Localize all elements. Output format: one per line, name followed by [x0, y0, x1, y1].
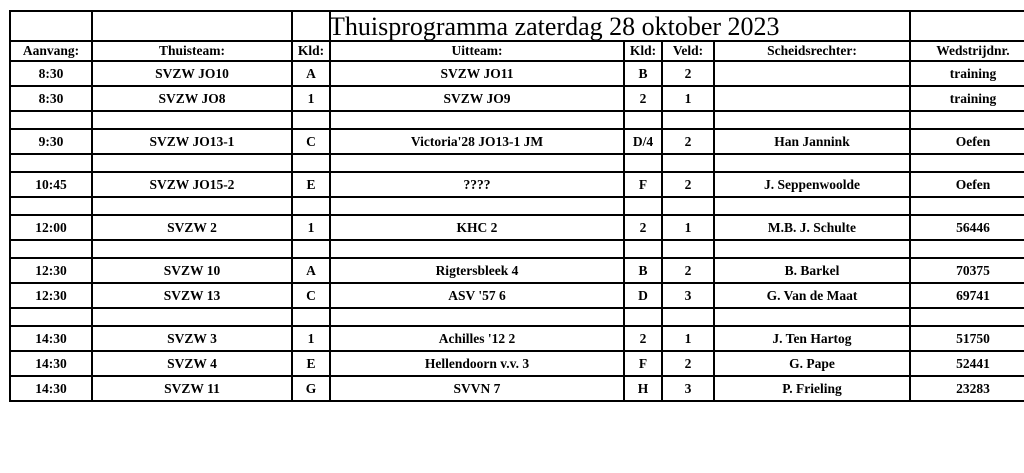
- spacer-cell: [330, 308, 624, 326]
- cell-wedstrijdnr: 69741: [910, 283, 1024, 308]
- cell-scheidsrechter: [714, 86, 910, 111]
- spacer-cell: [330, 111, 624, 129]
- cell-veld: 2: [662, 351, 714, 376]
- spacer-cell: [292, 240, 330, 258]
- table-row: [10, 351, 1024, 376]
- cell-aanvang: 14:30: [10, 351, 92, 376]
- header-wedstrijdnr: Wedstrijdnr.: [910, 41, 1024, 61]
- cell-aanvang: 8:30: [10, 61, 92, 86]
- cell-kld-home: C: [292, 283, 330, 308]
- cell-thuisteam: SVZW 2: [92, 215, 292, 240]
- spacer-cell: [662, 197, 714, 215]
- spacer-cell: [292, 197, 330, 215]
- spacer-row: [10, 240, 1024, 258]
- header-uitteam: Uitteam:: [330, 41, 624, 61]
- cell-uitteam: SVVN 7: [330, 376, 624, 401]
- cell-aanvang: 12:30: [10, 283, 92, 308]
- cell-scheidsrechter: J. Ten Hartog: [714, 326, 910, 351]
- cell-uitteam: KHC 2: [330, 215, 624, 240]
- spacer-cell: [624, 197, 662, 215]
- title-blank-cell: [92, 11, 292, 41]
- cell-veld: 3: [662, 376, 714, 401]
- cell-uitteam: Rigtersbleek 4: [330, 258, 624, 283]
- spacer-cell: [714, 240, 910, 258]
- spacer-cell: [662, 111, 714, 129]
- cell-kld-home: 1: [292, 86, 330, 111]
- cell-thuisteam: SVZW 3: [92, 326, 292, 351]
- header-veld: Veld:: [662, 41, 714, 61]
- header-aanvang: Aanvang:: [10, 41, 92, 61]
- cell-uitteam: Hellendoorn v.v. 3: [330, 351, 624, 376]
- cell-wedstrijdnr: 52441: [910, 351, 1024, 376]
- spacer-cell: [92, 308, 292, 326]
- cell-veld: 2: [662, 129, 714, 154]
- spacer-cell: [330, 197, 624, 215]
- cell-thuisteam: SVZW JO8: [92, 86, 292, 111]
- spacer-cell: [624, 240, 662, 258]
- spacer-row: [10, 154, 1024, 172]
- cell-kld-home: A: [292, 61, 330, 86]
- page-title: Thuisprogramma zaterdag 28 oktober 2023: [329, 12, 780, 41]
- cell-kld-home: C: [292, 129, 330, 154]
- cell-thuisteam: SVZW 10: [92, 258, 292, 283]
- spacer-cell: [10, 197, 92, 215]
- table-row: [10, 86, 1024, 111]
- spacer-cell: [292, 154, 330, 172]
- cell-veld: 2: [662, 258, 714, 283]
- spacer-cell: [92, 240, 292, 258]
- cell-uitteam: ASV '57 6: [330, 283, 624, 308]
- table-row: [10, 283, 1024, 308]
- spacer-cell: [292, 308, 330, 326]
- spacer-cell: [910, 154, 1024, 172]
- title-blank-cell: [10, 11, 92, 41]
- cell-aanvang: 8:30: [10, 86, 92, 111]
- spacer-cell: [292, 111, 330, 129]
- spacer-cell: [910, 308, 1024, 326]
- spacer-cell: [92, 154, 292, 172]
- title-blank-cell: [292, 11, 330, 41]
- table-row: [10, 61, 1024, 86]
- cell-veld: 3: [662, 283, 714, 308]
- cell-kld-home: E: [292, 351, 330, 376]
- cell-kld-away: 2: [624, 215, 662, 240]
- spacer-cell: [910, 197, 1024, 215]
- cell-wedstrijdnr: Oefen: [910, 129, 1024, 154]
- cell-kld-away: 2: [624, 326, 662, 351]
- spacer-cell: [714, 197, 910, 215]
- spacer-row: [10, 308, 1024, 326]
- spacer-cell: [624, 154, 662, 172]
- cell-scheidsrechter: G. Pape: [714, 351, 910, 376]
- cell-thuisteam: SVZW JO10: [92, 61, 292, 86]
- title-blank-cell: [910, 11, 1024, 41]
- cell-scheidsrechter: B. Barkel: [714, 258, 910, 283]
- cell-kld-away: F: [624, 172, 662, 197]
- cell-scheidsrechter: Han Jannink: [714, 129, 910, 154]
- cell-thuisteam: SVZW JO15-2: [92, 172, 292, 197]
- header-kld-away: Kld:: [624, 41, 662, 61]
- cell-wedstrijdnr: 56446: [910, 215, 1024, 240]
- cell-aanvang: 12:00: [10, 215, 92, 240]
- cell-kld-away: B: [624, 258, 662, 283]
- cell-kld-away: D/4: [624, 129, 662, 154]
- cell-kld-away: H: [624, 376, 662, 401]
- header-thuisteam: Thuisteam:: [92, 41, 292, 61]
- spacer-cell: [910, 240, 1024, 258]
- cell-thuisteam: SVZW 11: [92, 376, 292, 401]
- cell-kld-home: E: [292, 172, 330, 197]
- spacer-cell: [10, 154, 92, 172]
- spacer-cell: [714, 111, 910, 129]
- cell-wedstrijdnr: 70375: [910, 258, 1024, 283]
- cell-veld: 1: [662, 215, 714, 240]
- schedule-table: [9, 10, 1024, 402]
- spacer-cell: [10, 111, 92, 129]
- table-row: [10, 215, 1024, 240]
- cell-uitteam: Victoria'28 JO13-1 JM: [330, 129, 624, 154]
- table-row: [10, 376, 1024, 401]
- spacer-cell: [92, 111, 292, 129]
- spacer-row: [10, 111, 1024, 129]
- cell-wedstrijdnr: training: [910, 61, 1024, 86]
- cell-wedstrijdnr: Oefen: [910, 172, 1024, 197]
- cell-scheidsrechter: P. Frieling: [714, 376, 910, 401]
- header-row: [10, 41, 1024, 61]
- cell-wedstrijdnr: training: [910, 86, 1024, 111]
- cell-uitteam: Achilles '12 2: [330, 326, 624, 351]
- spacer-cell: [10, 308, 92, 326]
- cell-thuisteam: SVZW 4: [92, 351, 292, 376]
- cell-kld-away: 2: [624, 86, 662, 111]
- title-row: [10, 11, 1024, 41]
- cell-kld-away: B: [624, 61, 662, 86]
- spacer-cell: [330, 154, 624, 172]
- cell-scheidsrechter: [714, 61, 910, 86]
- spacer-cell: [662, 308, 714, 326]
- title-cell: [330, 11, 910, 41]
- table-row: [10, 258, 1024, 283]
- cell-aanvang: 9:30: [10, 129, 92, 154]
- cell-veld: 1: [662, 326, 714, 351]
- spacer-row: [10, 197, 1024, 215]
- header-kld-home: Kld:: [292, 41, 330, 61]
- spacer-cell: [910, 111, 1024, 129]
- spacer-cell: [330, 240, 624, 258]
- spacer-cell: [714, 154, 910, 172]
- spacer-cell: [624, 308, 662, 326]
- spacer-cell: [92, 197, 292, 215]
- cell-veld: 2: [662, 61, 714, 86]
- spacer-cell: [10, 240, 92, 258]
- cell-kld-away: D: [624, 283, 662, 308]
- cell-kld-away: F: [624, 351, 662, 376]
- cell-wedstrijdnr: 51750: [910, 326, 1024, 351]
- cell-veld: 1: [662, 86, 714, 111]
- cell-uitteam: SVZW JO11: [330, 61, 624, 86]
- spacer-cell: [662, 240, 714, 258]
- cell-aanvang: 14:30: [10, 326, 92, 351]
- spacer-cell: [662, 154, 714, 172]
- cell-uitteam: SVZW JO9: [330, 86, 624, 111]
- cell-thuisteam: SVZW 13: [92, 283, 292, 308]
- cell-kld-home: 1: [292, 326, 330, 351]
- cell-kld-home: G: [292, 376, 330, 401]
- cell-aanvang: 10:45: [10, 172, 92, 197]
- cell-scheidsrechter: M.B. J. Schulte: [714, 215, 910, 240]
- cell-veld: 2: [662, 172, 714, 197]
- header-scheidsrechter: Scheidsrechter:: [714, 41, 910, 61]
- table-row: [10, 129, 1024, 154]
- cell-aanvang: 12:30: [10, 258, 92, 283]
- spacer-cell: [714, 308, 910, 326]
- cell-kld-home: A: [292, 258, 330, 283]
- cell-thuisteam: SVZW JO13-1: [92, 129, 292, 154]
- cell-kld-home: 1: [292, 215, 330, 240]
- cell-wedstrijdnr: 23283: [910, 376, 1024, 401]
- table-row: [10, 172, 1024, 197]
- cell-scheidsrechter: J. Seppenwoolde: [714, 172, 910, 197]
- cell-scheidsrechter: G. Van de Maat: [714, 283, 910, 308]
- cell-aanvang: 14:30: [10, 376, 92, 401]
- cell-uitteam: ????: [330, 172, 624, 197]
- table-row: [10, 326, 1024, 351]
- spacer-cell: [624, 111, 662, 129]
